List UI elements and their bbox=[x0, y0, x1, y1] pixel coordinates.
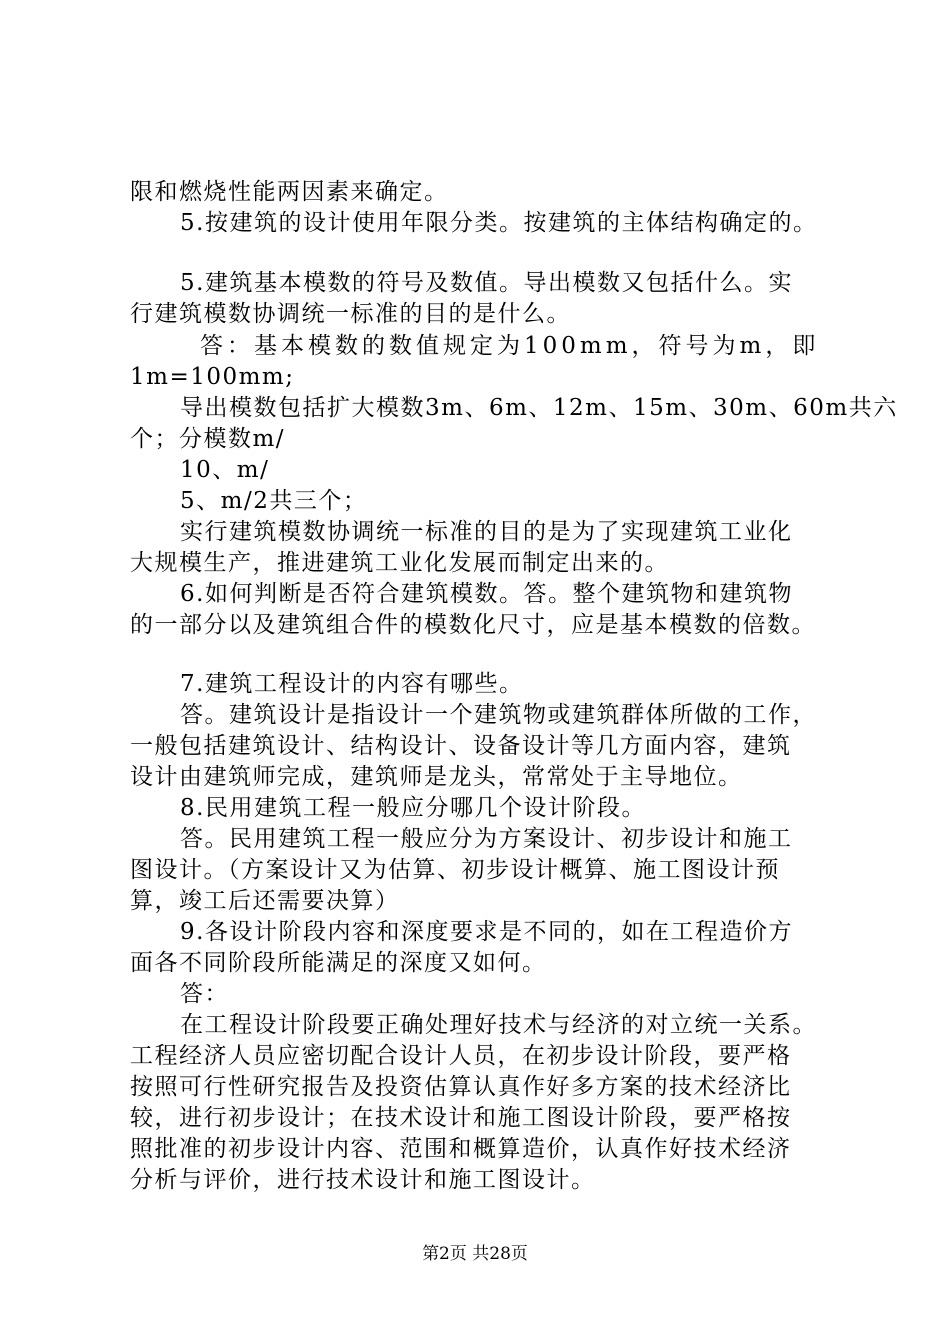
text-line: 5.按建筑的设计使用年限分类。按建筑的主体结构确定的。 bbox=[180, 210, 818, 236]
text-line: 答。建筑设计是指设计一个建筑物或建筑群体所做的工作， bbox=[180, 702, 817, 728]
text-line: 工程经济人员应密切配合设计人员，在初步设计阶段，要严格 bbox=[130, 1043, 792, 1069]
text-line: 照批准的初步设计内容、范围和概算造价，认真作好技术经济 bbox=[130, 1136, 792, 1162]
text-line: 答： bbox=[180, 981, 229, 1007]
text-line: 导出模数包括扩大模数3m、6m、12m、15m、30m、60m共六 bbox=[180, 395, 898, 421]
text-line: 5、m/2共三个； bbox=[180, 488, 368, 514]
text-line: 6.如何判断是否符合建筑模数。答。整个建筑物和建筑物 bbox=[180, 581, 793, 607]
text-line: 在工程设计阶段要正确处理好技术与经济的对立统一关系。 bbox=[180, 1012, 817, 1038]
text-line: 行建筑模数协调统一标准的目的是什么。 bbox=[130, 301, 571, 327]
text-line: 答。民用建筑工程一般应分为方案设计、初步设计和施工 bbox=[180, 826, 793, 852]
text-line: 面各不同阶段所能满足的深度又如何。 bbox=[130, 950, 547, 976]
text-line: 实行建筑模数协调统一标准的目的是为了实现建筑工业化 bbox=[180, 519, 793, 545]
page-number: 第2页 共28页 bbox=[422, 1244, 528, 1264]
page-footer bbox=[0, 1243, 950, 1265]
text-line: 9.各设计阶段内容和深度要求是不同的，如在工程造价方 bbox=[180, 919, 793, 945]
text-line: 设计由建筑师完成，建筑师是龙头，常常处于主导地位。 bbox=[130, 764, 743, 790]
text-line: 较，进行初步设计；在技术设计和施工图设计阶段，要严格按 bbox=[130, 1105, 792, 1131]
text-line: 算，竣工后还需要决算） bbox=[130, 888, 400, 914]
text-line: 答：基本模数的数值规定为100mm，符号为m，即 bbox=[200, 333, 820, 359]
text-line: 一般包括建筑设计、结构设计、设备设计等几方面内容，建筑 bbox=[130, 733, 792, 759]
text-line: 的一部分以及建筑组合件的模数化尺寸，应是基本模数的倍数。 bbox=[130, 612, 816, 638]
text-line: 个；分模数m/ bbox=[130, 426, 286, 452]
text-line: 图设计。（方案设计又为估算、初步设计概算、施工图设计预 bbox=[130, 857, 780, 883]
text-line: 10、m/ bbox=[180, 457, 270, 483]
text-line: 大规模生产，推进建筑工业化发展而制定出来的。 bbox=[130, 550, 669, 576]
text-line: 7.建筑工程设计的内容有哪些。 bbox=[180, 671, 524, 697]
text-line: 5.建筑基本模数的符号及数值。导出模数又包括什么。实 bbox=[180, 270, 793, 296]
text-line: 1m=100mm; bbox=[130, 364, 295, 390]
text-line: 限和燃烧性能两因素来确定。 bbox=[130, 179, 449, 205]
text-line: 按照可行性研究报告及投资估算认真作好多方案的技术经济比 bbox=[130, 1074, 792, 1100]
text-line: 分析与评价，进行技术设计和施工图设计。 bbox=[130, 1167, 596, 1193]
text-line: 8.民用建筑工程一般应分哪几个设计阶段。 bbox=[180, 795, 646, 821]
